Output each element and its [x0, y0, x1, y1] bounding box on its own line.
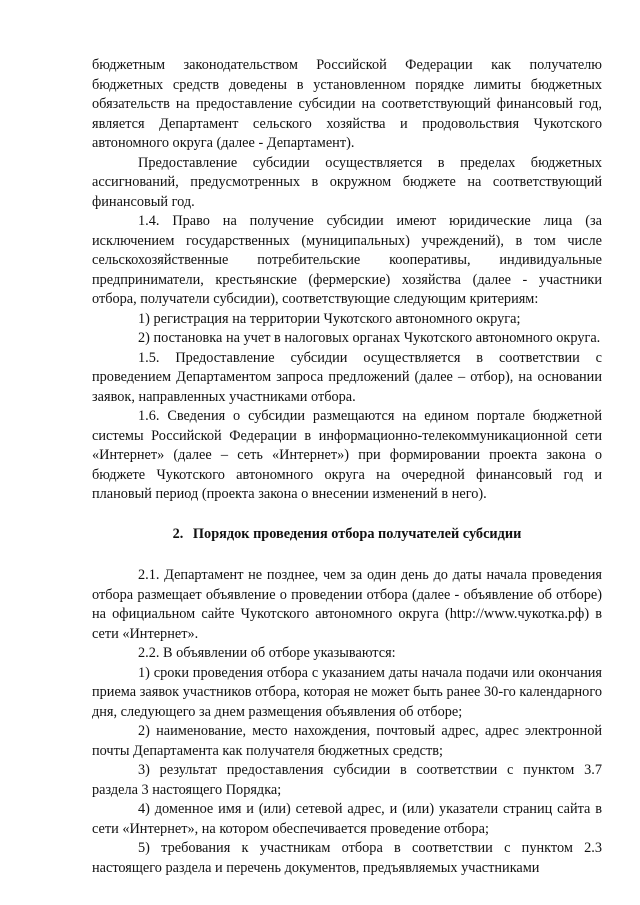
paragraph-budget-allocations: Предоставление субсидии осуществляется в пределах бюджетных ассигнований, предусмотренных в окружном бюджете на соответствующий финансовый год.	[92, 154, 602, 210]
paragraph-2-1: 2.1. Департамент не позднее, чем за один день до даты начала проведения отбора размещает объявление о проведении отбора (далее - объявление об отборе) на официальном сайте Чукотского автономного округа (http://www.чукотка.рф) в сети «Интернет».	[92, 567, 602, 642]
paragraph-criterion-2: 2) постановка на учет в налоговых органах Чукотского автономного округа.	[138, 330, 601, 346]
paragraph-1-6: 1.6. Сведения о субсидии размещаются на едином портале бюджетной системы Российской Федерации в информационно-телекоммуникационной сети «Интернет» (далее – сеть «Интернет») при формировании проекта закона о бюджете Чукотского автономного округа на очередной финансовый год и плановый период (проекта закона о внесении изменений в него).	[92, 408, 602, 502]
paragraph-item-4: 4) доменное имя и (или) сетевой адрес, и (или) указатели страниц сайта в сети «Интернет», на котором обеспечивается проведение отбора;	[92, 801, 602, 837]
paragraph-continuation: бюджетным законодательством Российской Федерации как получателю бюджетных средств доведены в установленном порядке лимиты бюджетных обязательств на предоставление субсидии на соответствующий финансовый год, является Департамент сельского хозяйства и продовольствия Чукотского автономного округа (далее - Департамент).	[92, 57, 602, 151]
paragraph-2-2: 2.2. В объявлении об отборе указываются:	[138, 645, 396, 661]
paragraph-criterion-1: 1) регистрация на территории Чукотского автономного округа;	[138, 310, 521, 327]
paragraph-1-5: 1.5. Предоставление субсидии осуществляется в соответствии с проведением Департаментом запроса предложений (далее – отбор), на основании заявок, направленных участниками отбора.	[92, 349, 602, 405]
section-heading-text: Порядок проведения отбора получателей субсидии	[192, 525, 522, 542]
paragraph-item-1: 1) сроки проведения отбора с указанием даты начала подачи или окончания приема заявок участников отбора, которая не может быть ранее 30-го календарного дня, следующего за днем размещения объявления об отборе;	[92, 664, 602, 720]
document-page	[92, 56, 602, 878]
paragraph-item-2: 2) наименование, место нахождения, почтовый адрес, адрес электронной почты Департамента как получателя бюджетных средств;	[92, 723, 602, 759]
section-heading-number: 2.	[172, 525, 184, 542]
section-heading	[92, 525, 602, 545]
paragraph-item-3: 3) результат предоставления субсидии в соответствии с пунктом 3.7 раздела 3 настоящего Порядка;	[92, 762, 602, 798]
paragraph-1-4: 1.4. Право на получение субсидии имеют юридические лица (за исключением государственных (муниципальных) учреждений), в том числе сельскохозяйственные потребительские кооперативы, индивидуальные предприниматели, крестьянские (фермерские) хозяйства (далее - участники отбора, получатели субсидии), соответствующие следующим критериям:	[92, 213, 602, 307]
paragraph-item-5: 5) требования к участникам отбора в соответствии с пунктом 2.3 настоящего раздела и перечень документов, предъявляемых участниками	[92, 840, 602, 876]
